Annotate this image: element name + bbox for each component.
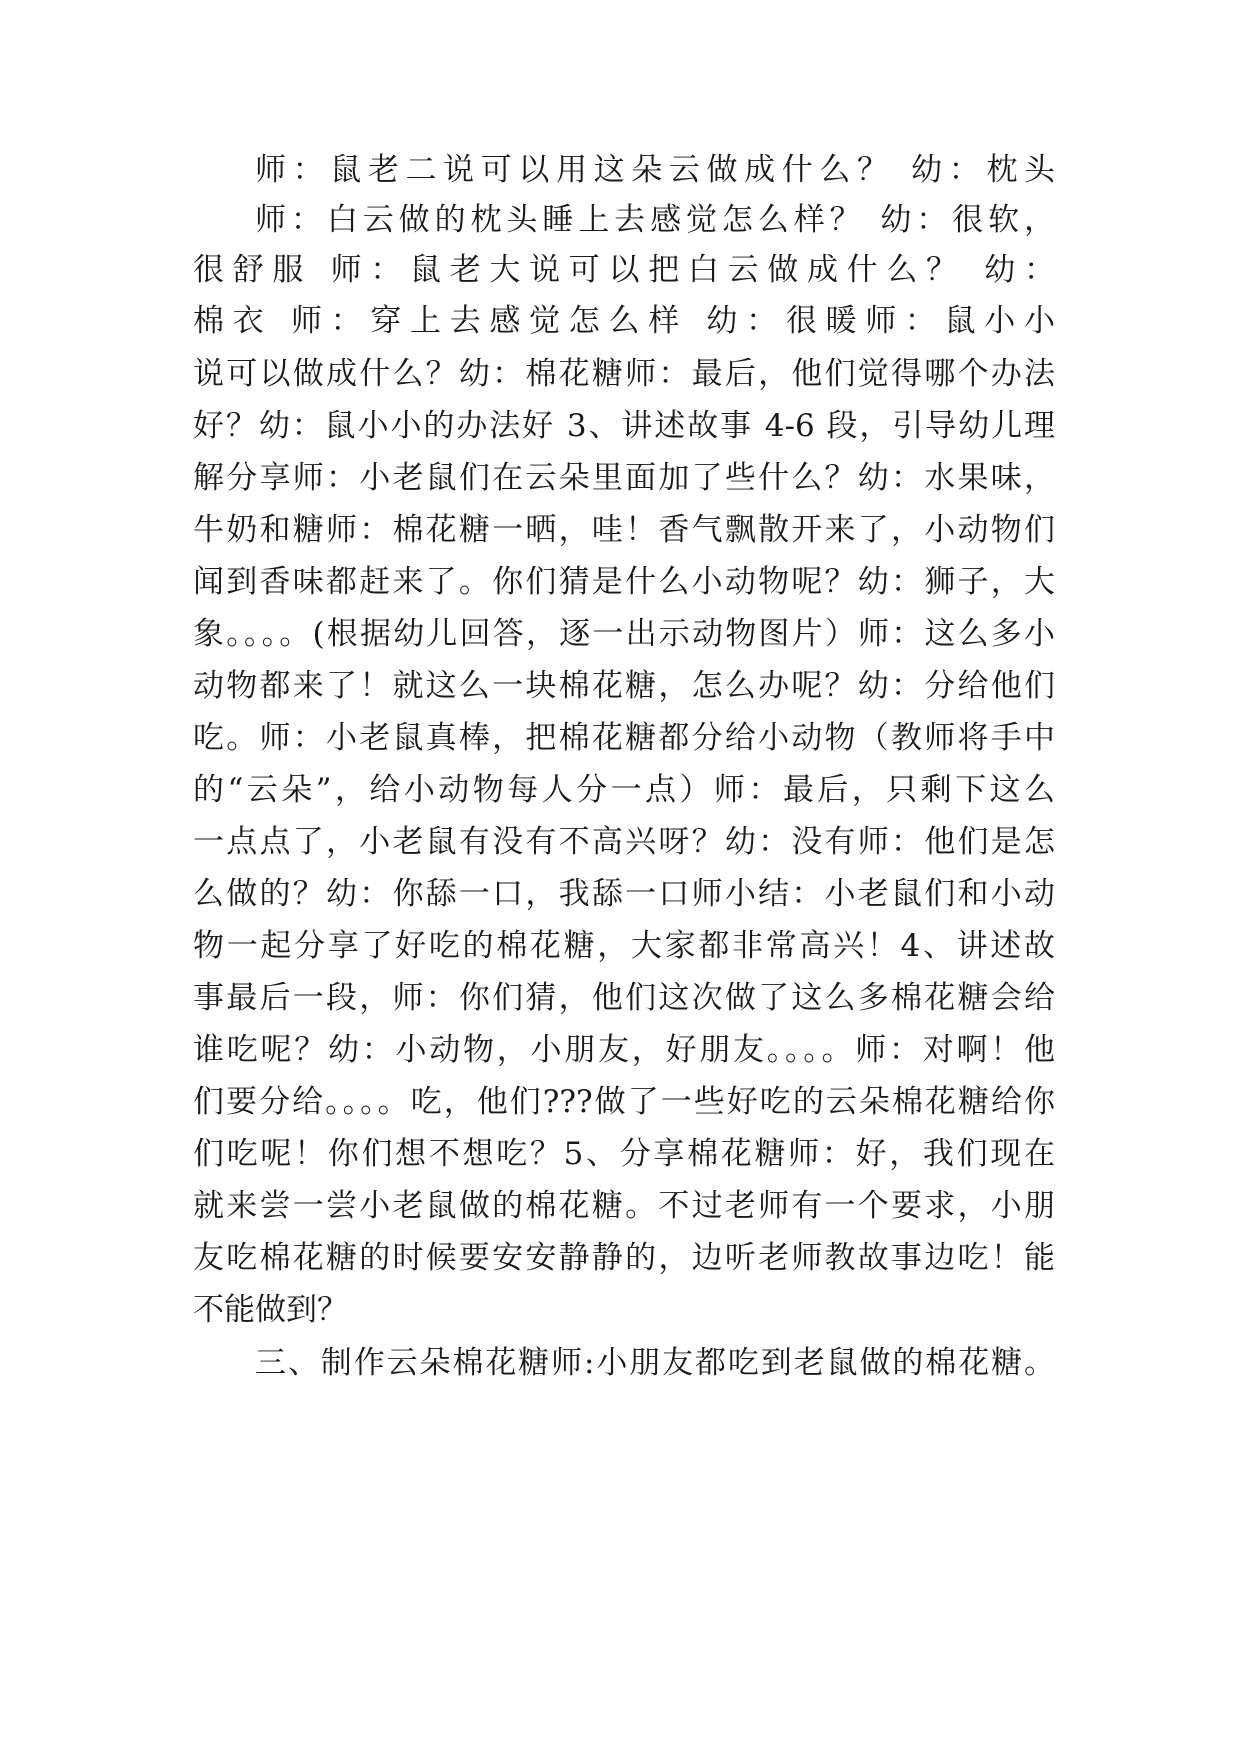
text-line: 象。。。。(根据幼儿回答，逐一出示动物图片）师：这么多小: [193, 616, 1055, 652]
text-line: 很舒服 师：鼠老大说可以把白云做成什么？ 幼：: [193, 252, 1055, 288]
text-line: 事最后一段，师：你们猜，他们这次做了这么多棉花糖会给: [193, 980, 1055, 1016]
text-line: 不能做到？: [193, 1292, 348, 1328]
text-line: 们吃呢！你们想不想吃？5、分享棉花糖师：好，我们现在: [193, 1136, 1055, 1172]
text-line: 就来尝一尝小老鼠做的棉花糖。不过老师有一个要求，小朋: [193, 1188, 1055, 1224]
text-line: 的“云朵”，给小动物每人分一点）师：最后，只剩下这么: [193, 772, 1055, 808]
text-line: 师：白云做的枕头睡上去感觉怎么样？ 幼：很软，: [255, 202, 1055, 238]
text-line: 物一起分享了好吃的棉花糖，大家都非常高兴！4、讲述故: [193, 928, 1055, 964]
text-line: 说可以做成什么？幼：棉花糖师：最后，他们觉得哪个办法: [193, 356, 1055, 392]
text-line: 谁吃呢？幼：小动物，小朋友，好朋友。。。。师：对啊！他: [193, 1032, 1055, 1068]
text-line: 解分享师：小老鼠们在云朵里面加了些什么？幼：水果味，: [193, 460, 1055, 496]
text-line: 友吃棉花糖的时候要安安静静的，边听老师教故事边吃！能: [193, 1240, 1055, 1276]
text-line: 们要分给。。。。吃，他们???做了一些好吃的云朵棉花糖给你: [193, 1084, 1055, 1120]
text-line: 一点点了，小老鼠有没有不高兴呀？幼：没有师：他们是怎: [193, 824, 1055, 860]
text-line: 师：鼠老二说可以用这朵云做成什么？ 幼：枕头: [255, 152, 1055, 188]
text-line: 棉衣 师：穿上去感觉怎么样 幼：很暖师：鼠小小: [193, 303, 1055, 339]
section-heading-line: 三、制作云朵棉花糖师:小朋友都吃到老鼠做的棉花糖。: [255, 1345, 1055, 1381]
text-line: 么做的？幼：你舔一口，我舔一口师小结：小老鼠们和小动: [193, 876, 1055, 912]
text-line: 吃。师：小老鼠真棒，把棉花糖都分给小动物（教师将手中: [193, 720, 1055, 756]
text-line: 动物都来了！就这么一块棉花糖，怎么办呢？幼：分给他们: [193, 668, 1055, 704]
text-line: 闻到香味都赶来了。你们猜是什么小动物呢？幼：狮子，大: [193, 564, 1055, 600]
text-line: 牛奶和糖师：棉花糖一晒，哇！香气飘散开来了，小动物们: [193, 512, 1055, 548]
text-line: 好？幼：鼠小小的办法好 3、讲述故事 4-6 段，引导幼儿理: [193, 408, 1055, 444]
